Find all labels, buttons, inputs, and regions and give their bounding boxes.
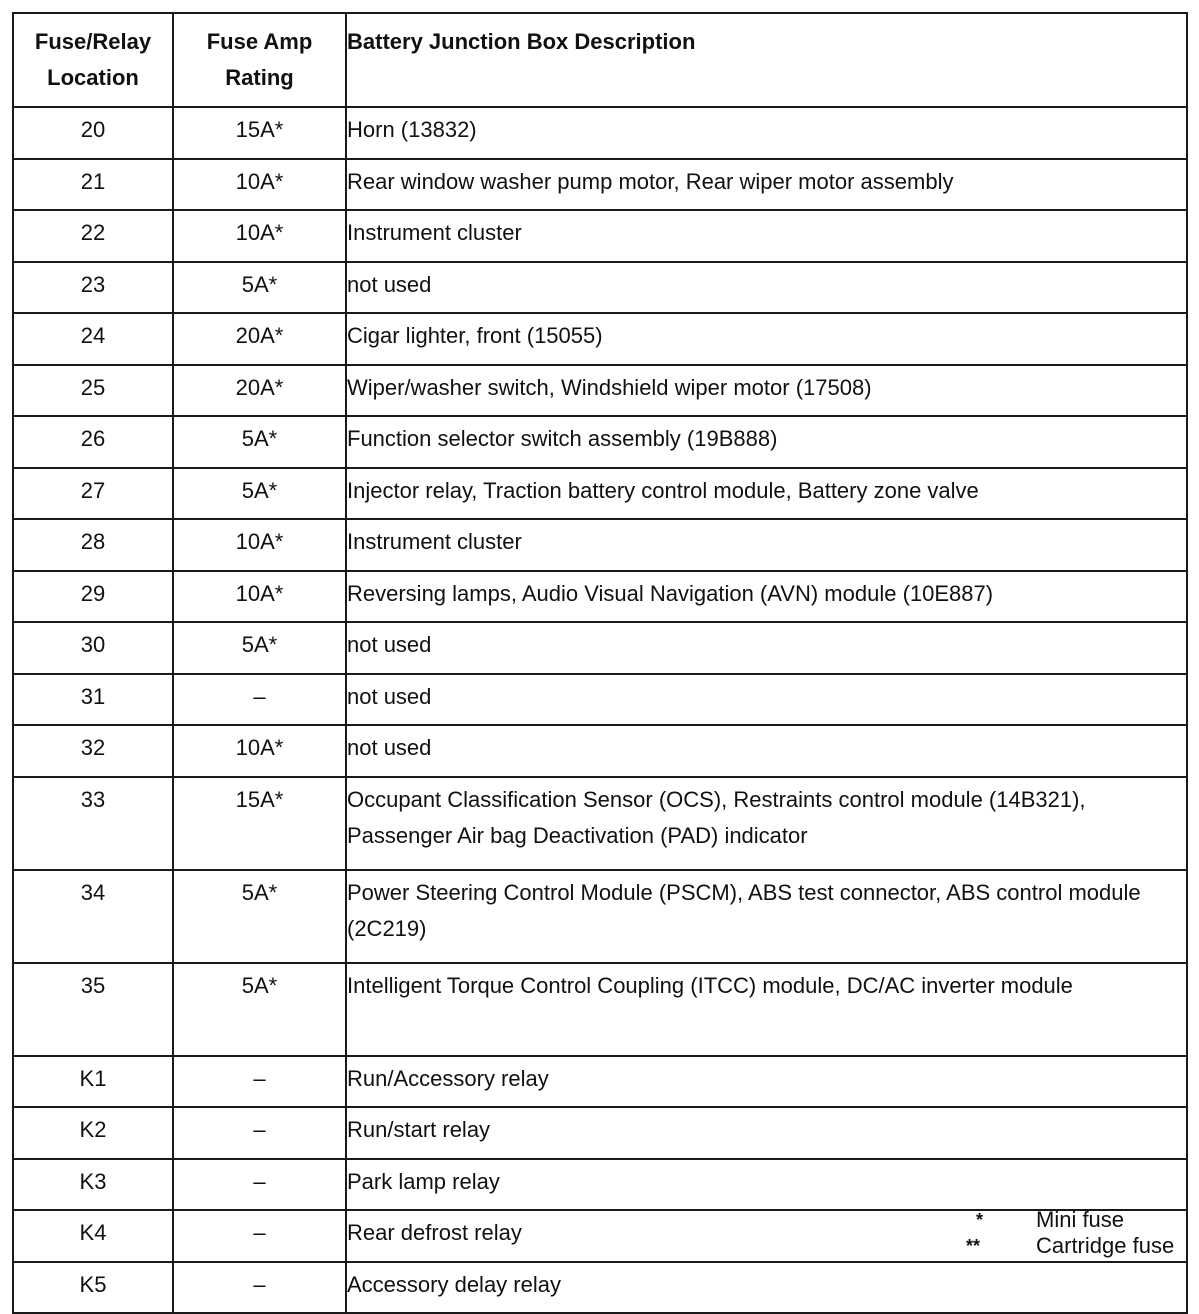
- cell-amp: 15A*: [173, 777, 346, 870]
- cell-amp: 5A*: [173, 468, 346, 520]
- cell-description: Occupant Classification Sensor (OCS), Restraints control module (14B321), Passenger Air bag Deactivation (PAD) indicator: [346, 777, 1187, 870]
- cell-description: Instrument cluster: [346, 519, 1187, 571]
- cell-amp: 10A*: [173, 519, 346, 571]
- table-row: [13, 777, 1187, 870]
- cell-amp: 10A*: [173, 210, 346, 262]
- table-header-row: [13, 13, 1187, 107]
- cell-amp: –: [173, 1262, 346, 1314]
- cell-description: Power Steering Control Module (PSCM), ABS test connector, ABS control module (2C219): [346, 870, 1187, 963]
- legend-item-mini-fuse: [960, 1207, 1174, 1233]
- cell-description: Horn (13832): [346, 107, 1187, 159]
- cell-description: Park lamp relay: [346, 1159, 1187, 1211]
- cell-location: K5: [13, 1262, 173, 1314]
- cell-amp: –: [173, 1056, 346, 1108]
- legend-symbol: **: [966, 1236, 981, 1256]
- cell-amp: 15A*: [173, 107, 346, 159]
- header-location-line1: Fuse/Relay: [34, 29, 152, 54]
- cell-amp: 5A*: [173, 622, 346, 674]
- cell-location: K1: [13, 1056, 173, 1108]
- legend-label: Cartridge fuse: [1036, 1233, 1175, 1258]
- cell-amp: 5A*: [173, 262, 346, 314]
- cell-description: Rear defrost relay: [346, 1210, 1187, 1262]
- legend-item-cartridge-fuse: [960, 1233, 1174, 1259]
- cell-location: 27: [13, 468, 173, 520]
- header-amp-line2: Rating: [225, 65, 294, 90]
- table-row: [13, 571, 1187, 623]
- cell-location: 31: [13, 674, 173, 726]
- cell-amp: 5A*: [173, 416, 346, 468]
- cell-amp: 20A*: [173, 365, 346, 417]
- cell-description: Cigar lighter, front (15055): [346, 313, 1187, 365]
- cell-location: 34: [13, 870, 173, 963]
- header-amp-line1: Fuse Amp: [206, 29, 313, 54]
- cell-location: 32: [13, 725, 173, 777]
- cell-location: 25: [13, 365, 173, 417]
- table-row: [13, 468, 1187, 520]
- fuse-type-legend: [960, 1207, 1174, 1259]
- cell-description: Reversing lamps, Audio Visual Navigation (AVN) module (10E887): [346, 571, 1187, 623]
- cell-amp: 10A*: [173, 159, 346, 211]
- table-row: [13, 870, 1187, 963]
- cell-description: Run/start relay: [346, 1107, 1187, 1159]
- table-row: [13, 262, 1187, 314]
- cell-location: 24: [13, 313, 173, 365]
- header-description: Battery Junction Box Description: [346, 13, 1187, 107]
- table-row: [13, 622, 1187, 674]
- cell-location: 23: [13, 262, 173, 314]
- fuse-table: [12, 12, 1188, 1314]
- cell-description: not used: [346, 262, 1187, 314]
- table-row: [13, 107, 1187, 159]
- table-row: [13, 519, 1187, 571]
- cell-description: Wiper/washer switch, Windshield wiper motor (17508): [346, 365, 1187, 417]
- cell-location: 20: [13, 107, 173, 159]
- legend-symbol: *: [976, 1210, 984, 1230]
- cell-amp: –: [173, 1159, 346, 1211]
- cell-amp: 10A*: [173, 571, 346, 623]
- table-row: [13, 725, 1187, 777]
- cell-location: 21: [13, 159, 173, 211]
- header-location: [13, 13, 173, 107]
- header-location-line2: Location: [47, 65, 139, 90]
- cell-amp: 20A*: [173, 313, 346, 365]
- cell-location: K2: [13, 1107, 173, 1159]
- cell-description: not used: [346, 622, 1187, 674]
- table-row: [13, 159, 1187, 211]
- cell-amp: –: [173, 674, 346, 726]
- cell-amp: 5A*: [173, 870, 346, 963]
- table-row: [13, 963, 1187, 1056]
- cell-location: K4: [13, 1210, 173, 1262]
- table-row: [13, 1159, 1187, 1211]
- cell-description: not used: [346, 674, 1187, 726]
- cell-description: Accessory delay relay: [346, 1262, 1187, 1314]
- header-amp-rating: [173, 13, 346, 107]
- cell-description: Run/Accessory relay: [346, 1056, 1187, 1108]
- table-row: [13, 1107, 1187, 1159]
- cell-amp: 10A*: [173, 725, 346, 777]
- table-row: [13, 416, 1187, 468]
- cell-location: 29: [13, 571, 173, 623]
- table-row: [13, 1056, 1187, 1108]
- cell-location: 35: [13, 963, 173, 1056]
- cell-location: K3: [13, 1159, 173, 1211]
- cell-amp: –: [173, 1107, 346, 1159]
- table-row: [13, 210, 1187, 262]
- cell-location: 33: [13, 777, 173, 870]
- cell-description: Intelligent Torque Control Coupling (ITCC) module, DC/AC inverter module: [346, 963, 1187, 1056]
- cell-description: not used: [346, 725, 1187, 777]
- cell-description: Injector relay, Traction battery control module, Battery zone valve: [346, 468, 1187, 520]
- cell-location: 30: [13, 622, 173, 674]
- table-row: [13, 313, 1187, 365]
- cell-description: Instrument cluster: [346, 210, 1187, 262]
- cell-amp: –: [173, 1210, 346, 1262]
- table-row: [13, 674, 1187, 726]
- cell-location: 28: [13, 519, 173, 571]
- table-row: [13, 365, 1187, 417]
- legend-label: Mini fuse: [1036, 1207, 1125, 1232]
- cell-location: 26: [13, 416, 173, 468]
- cell-location: 22: [13, 210, 173, 262]
- cell-description: Function selector switch assembly (19B888): [346, 416, 1187, 468]
- cell-amp: 5A*: [173, 963, 346, 1056]
- table-row: [13, 1262, 1187, 1314]
- cell-description: Rear window washer pump motor, Rear wiper motor assembly: [346, 159, 1187, 211]
